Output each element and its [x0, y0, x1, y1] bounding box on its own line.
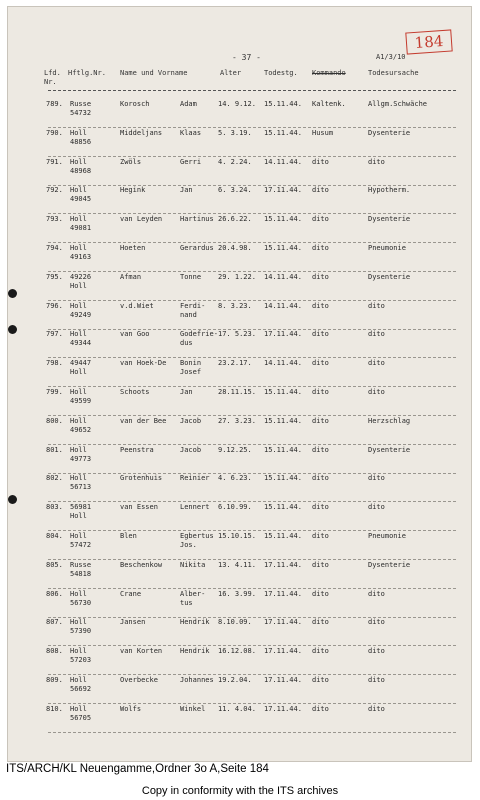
table-header	[8, 69, 471, 95]
cell-geburtsdatum: 13. 4.11.	[218, 560, 256, 569]
cell-haeftling-nr: Holl 57390	[70, 618, 92, 636]
cell-lfd-nr: 790.	[46, 128, 63, 137]
cell-geburtsdatum: 23.2.17.	[218, 359, 252, 368]
cell-kommando: Kaltenk.	[312, 100, 346, 108]
cell-vorname: Winkel	[180, 704, 206, 713]
cell-todesursache: dito	[368, 359, 385, 368]
cell-todesursache: Dysenterie	[368, 560, 411, 569]
cell-geburtsdatum: 11. 4.04.	[218, 704, 256, 713]
header-haeftling-nr: Hftlg.Nr.	[68, 69, 106, 77]
cell-todestag: 15.11.44.	[264, 503, 302, 512]
cell-name: Jansen	[120, 618, 146, 627]
cell-vorname: Klaas	[180, 128, 202, 137]
cell-kommando: dito	[312, 560, 329, 569]
cell-todestag: 15.11.44.	[264, 532, 302, 540]
cell-haeftling-nr: 49226 Holl	[70, 272, 92, 290]
cell-vorname: Jacob	[180, 445, 202, 454]
cell-todestag: 15.11.44.	[264, 416, 302, 425]
row-divider	[48, 732, 456, 733]
cell-kommando: dito	[312, 474, 329, 483]
cell-todesursache: dito	[368, 503, 385, 512]
cell-name: van Leyden	[120, 215, 163, 224]
table-row	[8, 126, 471, 154]
cell-name: v.d.Wiet	[120, 301, 154, 310]
cell-lfd-nr: 793.	[46, 215, 63, 224]
cell-vorname: Adam	[180, 100, 197, 108]
cell-todesursache: dito	[368, 647, 385, 656]
cell-vorname: Lennert	[180, 503, 210, 512]
cell-todesursache: dito	[368, 388, 385, 396]
table-row	[8, 558, 471, 586]
cell-lfd-nr: 795.	[46, 272, 63, 281]
cell-todestag: 17.11.44.	[264, 704, 302, 713]
cell-vorname: Hartinus	[180, 215, 214, 224]
cell-name: Crane	[120, 589, 142, 598]
table-row	[8, 673, 471, 701]
cell-haeftling-nr: Holl 49652	[70, 416, 92, 434]
cell-todesursache: Dysenterie	[368, 128, 411, 137]
cell-name: van Essen	[120, 503, 158, 512]
cell-name: van Korten	[120, 647, 163, 656]
cell-kommando: dito	[312, 388, 329, 396]
cell-name: Beschenkow	[120, 560, 163, 569]
cell-kommando: Husum	[312, 128, 334, 137]
page-number: - 37 -	[232, 53, 261, 62]
cell-name: Grotenhuis	[120, 474, 163, 483]
cell-haeftling-nr: Holl 49773	[70, 445, 92, 463]
cell-kommando: dito	[312, 157, 329, 166]
cell-kommando: dito	[312, 330, 329, 339]
cell-haeftling-nr: Holl 57203	[70, 647, 92, 665]
table-row	[8, 241, 471, 269]
cell-lfd-nr: 794.	[46, 244, 63, 252]
cell-todestag: 15.11.44.	[264, 215, 302, 224]
header-name: Name und Vorname	[120, 69, 188, 77]
cell-lfd-nr: 809.	[46, 676, 63, 684]
cell-todesursache: dito	[368, 704, 385, 713]
cell-todestag: 17.11.44.	[264, 589, 302, 598]
cell-todesursache: dito	[368, 676, 385, 684]
table-row	[8, 212, 471, 240]
cell-lfd-nr: 799.	[46, 388, 63, 396]
cell-name: van Goo	[120, 330, 150, 339]
cell-haeftling-nr: Holl 56692	[70, 676, 92, 693]
cell-lfd-nr: 796.	[46, 301, 63, 310]
cell-haeftling-nr: Russe 54818	[70, 560, 92, 578]
cell-lfd-nr: 797.	[46, 330, 63, 339]
cell-kommando: dito	[312, 532, 329, 540]
cell-haeftling-nr: Holl 48856	[70, 128, 92, 146]
cell-kommando: dito	[312, 589, 329, 598]
cell-haeftling-nr: Holl 49344	[70, 330, 92, 348]
cell-todestag: 15.11.44.	[264, 100, 302, 108]
cell-lfd-nr: 802.	[46, 474, 63, 483]
table-row	[8, 299, 471, 327]
cell-vorname: Godefrie- dus	[180, 330, 218, 348]
cell-haeftling-nr: Holl 56730	[70, 589, 92, 607]
cell-haeftling-nr: Holl 49081	[70, 215, 92, 233]
cell-name: Overbecke	[120, 676, 158, 684]
cell-lfd-nr: 806.	[46, 589, 63, 598]
cell-kommando: dito	[312, 704, 329, 713]
table-row	[8, 471, 471, 499]
table-row	[8, 356, 471, 384]
table-row	[8, 155, 471, 183]
cell-vorname: Jan	[180, 186, 193, 195]
cell-vorname: Gerardus	[180, 244, 214, 252]
cell-name: Wolfs	[120, 704, 142, 713]
cell-todesursache: Pneumonie	[368, 532, 406, 540]
cell-name: Blen	[120, 532, 137, 540]
table-row	[8, 587, 471, 615]
cell-todestag: 17.11.44.	[264, 618, 302, 627]
cell-geburtsdatum: 16. 3.99.	[218, 589, 256, 598]
cell-todestag: 17.11.44.	[264, 186, 302, 195]
cell-haeftling-nr: Holl 56705	[70, 704, 92, 722]
table-row	[8, 500, 471, 528]
cell-todesursache: dito	[368, 157, 385, 166]
cell-todestag: 15.11.44.	[264, 244, 302, 252]
table-row	[8, 615, 471, 643]
cell-todesursache: Dysenterie	[368, 445, 411, 454]
cell-todestag: 14.11.44.	[264, 359, 302, 368]
cell-todestag: 15.11.44.	[264, 474, 302, 483]
cell-geburtsdatum: 6. 3.24.	[218, 186, 252, 195]
cell-vorname: Nikita	[180, 560, 206, 569]
cell-name: Peenstra	[120, 445, 154, 454]
cell-vorname: Alber- tus	[180, 589, 206, 607]
cell-haeftling-nr: Holl 49163	[70, 244, 92, 261]
cell-name: Hoeten	[120, 244, 146, 252]
cell-geburtsdatum: 17. 5.23.	[218, 330, 256, 339]
cell-lfd-nr: 807.	[46, 618, 63, 627]
cell-todestag: 14.11.44.	[264, 157, 302, 166]
cell-haeftling-nr: Holl 49045	[70, 186, 92, 204]
cell-kommando: dito	[312, 647, 329, 656]
cell-kommando: dito	[312, 301, 329, 310]
cell-vorname: Jacob	[180, 416, 202, 425]
cell-geburtsdatum: 8.10.09.	[218, 618, 252, 627]
cell-lfd-nr: 810.	[46, 704, 63, 713]
archive-source-line: ITS/ARCH/KL Neuengamme,Ordner 3o A,Seite 184	[6, 763, 269, 775]
cell-vorname: Ferdi- nand	[180, 301, 206, 319]
cell-kommando: dito	[312, 676, 329, 684]
cell-geburtsdatum: 14. 9.12.	[218, 100, 256, 108]
cell-name: Hegink	[120, 186, 146, 195]
cell-haeftling-nr: Russe 54732	[70, 100, 92, 117]
table-row	[8, 327, 471, 355]
cell-name: van der Bee	[120, 416, 167, 425]
table-row	[8, 270, 471, 298]
cell-lfd-nr: 791.	[46, 157, 63, 166]
cell-todestag: 15.11.44.	[264, 388, 302, 396]
header-lfd-nr: Lfd. Nr.	[44, 69, 61, 86]
cell-todestag: 14.11.44.	[264, 272, 302, 281]
cell-todesursache: dito	[368, 589, 385, 598]
cell-todestag: 17.11.44.	[264, 330, 302, 339]
cell-todestag: 17.11.44.	[264, 676, 302, 684]
cell-kommando: dito	[312, 186, 329, 195]
cell-name: Schoots	[120, 388, 150, 396]
cell-geburtsdatum: 16.12.08.	[218, 647, 256, 656]
cell-kommando: dito	[312, 445, 329, 454]
cell-vorname: Hendrik	[180, 647, 210, 656]
table-row	[8, 443, 471, 471]
table-row	[8, 183, 471, 211]
cell-kommando: dito	[312, 244, 329, 252]
cell-vorname: Reinier	[180, 474, 210, 483]
cell-vorname: Tonne	[180, 272, 202, 281]
cell-todesursache: dito	[368, 301, 385, 310]
table-row	[8, 529, 471, 557]
table-row	[8, 414, 471, 442]
cell-kommando: dito	[312, 503, 329, 512]
cell-kommando: dito	[312, 272, 329, 281]
cell-name: Korosch	[120, 100, 150, 108]
cell-todesursache: Dysenterie	[368, 272, 411, 281]
cell-haeftling-nr: Holl 48968	[70, 157, 92, 175]
cell-kommando: dito	[312, 416, 329, 425]
copy-conformity-note: Copy in conformity with the ITS archives	[141, 785, 339, 797]
cell-todestag: 15.11.44.	[264, 445, 302, 454]
cell-todesursache: dito	[368, 330, 385, 339]
table-row	[8, 644, 471, 672]
cell-vorname: Jan	[180, 388, 193, 396]
cell-geburtsdatum: 5. 3.19.	[218, 128, 252, 137]
table-row	[8, 702, 471, 730]
reference-number: A1/3/10	[376, 53, 406, 61]
cell-todestag: 17.11.44.	[264, 647, 302, 656]
cell-todesursache: dito	[368, 618, 385, 627]
cell-lfd-nr: 803.	[46, 503, 63, 512]
archive-stamp: 184	[405, 29, 452, 54]
cell-kommando: dito	[312, 215, 329, 224]
cell-name: Afman	[120, 272, 142, 281]
header-divider	[48, 90, 456, 91]
cell-kommando: dito	[312, 359, 329, 368]
cell-geburtsdatum: 26.6.22.	[218, 215, 252, 224]
cell-geburtsdatum: 8. 3.23.	[218, 301, 252, 310]
cell-lfd-nr: 808.	[46, 647, 63, 656]
cell-geburtsdatum: 28.11.15.	[218, 388, 256, 396]
cell-name: van Hoek-De	[120, 359, 167, 368]
cell-lfd-nr: 805.	[46, 560, 63, 569]
cell-geburtsdatum: 27. 3.23.	[218, 416, 256, 425]
cell-todesursache: Pneumonie	[368, 244, 406, 252]
cell-vorname: Gerri	[180, 157, 202, 166]
cell-geburtsdatum: 4. 2.24.	[218, 157, 252, 166]
cell-vorname: Egbertus Jos.	[180, 532, 214, 549]
cell-kommando: dito	[312, 618, 329, 627]
cell-todesursache: Hypotherm.	[368, 186, 411, 195]
cell-lfd-nr: 800.	[46, 416, 63, 425]
cell-vorname: Hendrik	[180, 618, 210, 627]
cell-lfd-nr: 804.	[46, 532, 63, 540]
cell-geburtsdatum: 4. 6.23.	[218, 474, 252, 483]
cell-name: Zwöls	[120, 157, 142, 166]
table-row	[8, 385, 471, 413]
cell-todesursache: dito	[368, 474, 385, 483]
cell-haeftling-nr: 49447 Holl	[70, 359, 92, 377]
table-row	[8, 97, 471, 125]
cell-haeftling-nr: Holl 49249	[70, 301, 92, 319]
document-page	[7, 6, 472, 762]
header-todestag: Todestg.	[264, 69, 298, 77]
cell-lfd-nr: 789.	[46, 100, 63, 108]
header-alter: Alter	[220, 69, 242, 77]
cell-todestag: 17.11.44.	[264, 560, 302, 569]
header-todesursache: Todesursache	[368, 69, 419, 77]
cell-geburtsdatum: 9.12.25.	[218, 445, 252, 454]
cell-vorname: Bonin Josef	[180, 359, 202, 377]
cell-haeftling-nr: 56981 Holl	[70, 503, 92, 521]
cell-geburtsdatum: 15.10.15.	[218, 532, 256, 540]
cell-todesursache: Herzschlag	[368, 416, 411, 425]
cell-geburtsdatum: 19.2.04.	[218, 676, 252, 684]
cell-lfd-nr: 792.	[46, 186, 63, 195]
cell-vorname: Johannes	[180, 676, 214, 684]
cell-lfd-nr: 798.	[46, 359, 63, 368]
cell-geburtsdatum: 29. 1.22.	[218, 272, 256, 281]
cell-todestag: 14.11.44.	[264, 301, 302, 310]
cell-todesursache: Dysenterie	[368, 215, 411, 224]
cell-geburtsdatum: 20.4.98.	[218, 244, 252, 252]
cell-lfd-nr: 801.	[46, 445, 63, 454]
cell-name: Middeljans	[120, 128, 163, 137]
cell-todestag: 15.11.44.	[264, 128, 302, 137]
cell-geburtsdatum: 6.10.99.	[218, 503, 252, 512]
cell-haeftling-nr: Holl 56713	[70, 474, 92, 492]
cell-haeftling-nr: Holl 49599	[70, 388, 92, 405]
cell-todesursache: Allgm.Schwäche	[368, 100, 428, 108]
cell-haeftling-nr: Holl 57472	[70, 532, 92, 549]
header-kommando: Kommando	[312, 69, 346, 77]
